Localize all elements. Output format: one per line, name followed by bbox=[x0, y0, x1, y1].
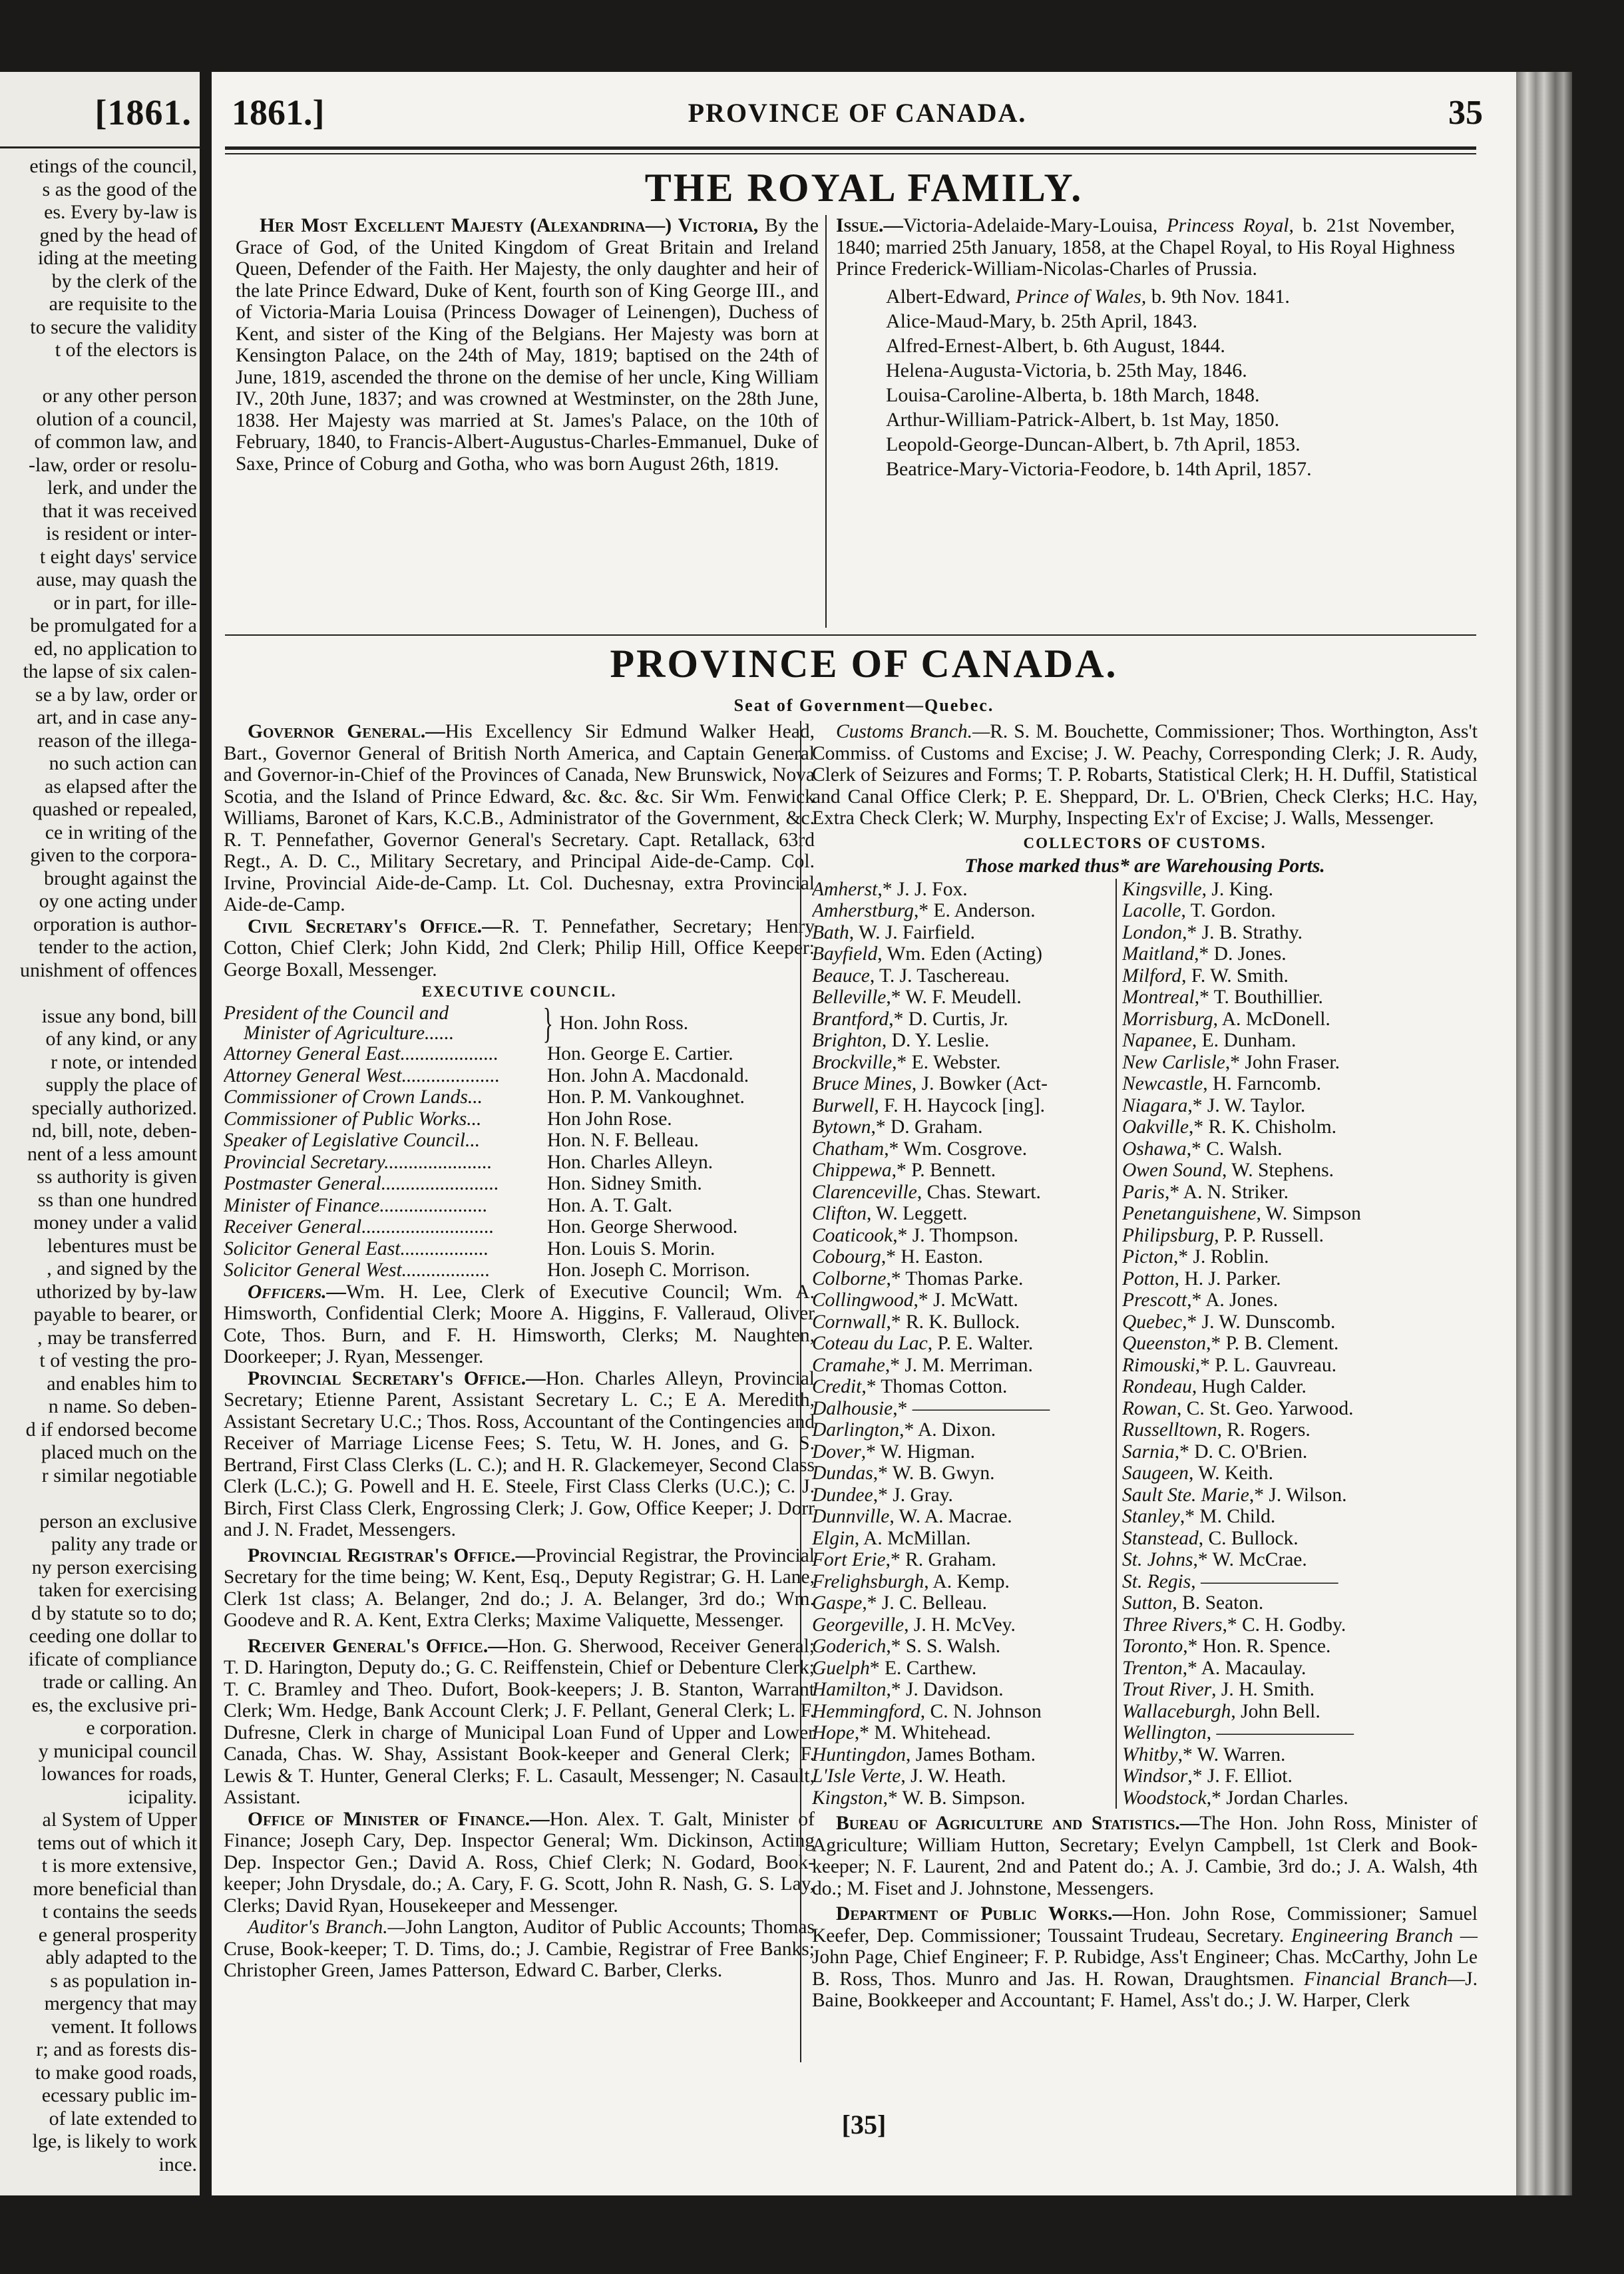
collectors-note: Those marked thus* are Warehousing Ports. bbox=[964, 855, 1325, 877]
civil-secretary-lead: Civil Secretary's Office.— bbox=[248, 915, 502, 937]
council-holder: Hon. P. M. Vankoughnet. bbox=[547, 1086, 745, 1108]
left-page-line: or in part, for ille- bbox=[53, 591, 197, 614]
left-page-line: ince. bbox=[158, 2153, 197, 2175]
left-page-line: lebentures must be bbox=[47, 1234, 197, 1257]
council-holder: Hon. Charles Alleyn. bbox=[547, 1151, 713, 1173]
registrar-text: Provincial Registrar, the Provincial Secretary for the time being; W. Kent, Esq., Deputy Registrar; G. H. Lane, Clerk 1st class; A. Belanger, 2nd do.; J. A. Belanger, 3rd do.; Wm. Goodeve and R. A. Kent, Extra Clerks; Maxime Valiquette, Messenger. bbox=[224, 1544, 815, 1631]
engineering-branch-text: John Page, Chief Engineer; F. P. Rubidge, Ass't Engineer; Chas. McCarthy, John Le B. Ross, Thos. Munro and Jas. H. Rowan, Draughtsmen. bbox=[812, 1946, 1478, 1990]
left-page-line: of late extended to bbox=[49, 2107, 197, 2130]
left-page-line: ecessary public im- bbox=[41, 2084, 197, 2106]
council-office: Speaker of Legislative Council... bbox=[224, 1130, 481, 1151]
collector-entry: Huntingdon, James Botham. bbox=[812, 1743, 1036, 1765]
council-row bbox=[224, 1216, 815, 1238]
collector-entry: St. Johns,* W. McCrae. bbox=[1122, 1549, 1307, 1570]
collector-entry: Chippewa,* P. Bennett. bbox=[812, 1160, 996, 1181]
issue-first-child: Victoria-Adelaide-Mary-Louisa, bbox=[903, 215, 1158, 236]
left-page-line: uthorized by by-law bbox=[36, 1280, 197, 1303]
collector-entry: Credit,* Thomas Cotton. bbox=[812, 1376, 1008, 1397]
customs-text: R. S. M. Bouchette, Commissioner; Thos. Worthington, Ass't Commiss. of Customs and Excise; J. W. Peachy, Corresponding Clerk; J. R. Audy, Clerk of Seizures and Forms; T. P. Robarts, Statistical Clerk; H. H. Duffil, Statistical and Canal Office Clerk; P. E. Sheppard, Dr. L. O'Brien, Check Clerks; H.C. Hay, Extra Check Clerk; W. Murphy, Inspecting Ex'r of Excise; J. Walls, Messenger. bbox=[812, 721, 1478, 829]
left-page-line: is resident or inter- bbox=[46, 523, 197, 545]
registrar-lead: Provincial Registrar's Office.— bbox=[248, 1544, 536, 1566]
left-page-line: nd, bill, note, deben- bbox=[31, 1120, 197, 1142]
left-page-line: es, the exclusive pri- bbox=[31, 1694, 197, 1716]
left-page-line: vement. It follows bbox=[51, 2015, 197, 2038]
province-heading: PROVINCE OF CANADA. bbox=[610, 642, 1118, 686]
collector-entry: Hope,* M. Whitehead. bbox=[812, 1722, 991, 1743]
left-page-line: t is more extensive, bbox=[41, 1855, 197, 1877]
left-page-line: art, and in case any- bbox=[37, 706, 197, 728]
left-page-line: al System of Upper bbox=[42, 1809, 197, 1831]
left-page-line: tender to the action, bbox=[38, 936, 197, 958]
page-edge bbox=[1516, 72, 1572, 2195]
left-page-line: es. Every by-law is bbox=[44, 201, 197, 223]
collector-entry: London,* J. B. Strathy. bbox=[1122, 921, 1303, 943]
collector-entry: Potton, H. J. Parker. bbox=[1122, 1267, 1281, 1289]
collectors-left-list bbox=[812, 879, 1117, 1809]
collector-entry: Brighton, D. Y. Leslie. bbox=[812, 1030, 990, 1051]
collector-entry: Gaspe,* J. C. Belleau. bbox=[812, 1592, 988, 1614]
council-holder: Hon. Sidney Smith. bbox=[547, 1173, 702, 1194]
collector-entry: Trout River, J. H. Smith. bbox=[1122, 1679, 1315, 1700]
royal-column-rule bbox=[825, 215, 827, 628]
council-office: Minister of Finance...................... bbox=[224, 1194, 488, 1216]
collector-entry: Hamilton,* J. Davidson. bbox=[812, 1679, 1004, 1700]
issue-detail: b. 21st November, 1840; married 25th January, 1858, at the Chapel Royal, to His Royal Highness Prince Frederick-William-Nicolas-Charles of Prussia. bbox=[836, 215, 1456, 280]
council-office: Commissioner of Crown Lands... bbox=[224, 1086, 483, 1108]
collector-entry: Paris,* A. N. Striker. bbox=[1122, 1181, 1289, 1203]
collector-entry: Clarenceville, Chas. Stewart. bbox=[812, 1181, 1041, 1203]
executive-council-list bbox=[224, 1043, 815, 1281]
collector-entry: L'Isle Verte, J. W. Heath. bbox=[812, 1765, 1006, 1787]
collector-entry: Georgeville, J. H. McVey. bbox=[812, 1614, 1016, 1636]
collector-entry: Dunnville, W. A. Macrae. bbox=[812, 1506, 1012, 1527]
left-column bbox=[224, 721, 815, 1982]
collector-entry: Amherst,* J. J. Fox. bbox=[812, 878, 968, 900]
page-number: 35 bbox=[1448, 94, 1483, 132]
child-entry: Alfred-Ernest-Albert, b. 6th August, 1844. bbox=[886, 334, 1225, 357]
collector-entry: Queenston,* P. B. Clement. bbox=[1122, 1333, 1339, 1354]
left-page-line: trade or calling. An bbox=[43, 1671, 197, 1693]
left-page-line: more beneficial than bbox=[33, 1877, 197, 1900]
collector-entry: Sutton, B. Seaton. bbox=[1122, 1592, 1264, 1614]
left-page-line: r similar negotiable bbox=[41, 1464, 197, 1486]
collector-entry: Saugeen, W. Keith. bbox=[1122, 1463, 1273, 1484]
left-page-line: d by statute so to do; bbox=[31, 1602, 197, 1624]
left-page-line bbox=[0, 1487, 197, 1510]
left-page-line: t eight days' service bbox=[39, 545, 197, 568]
left-page-line: or any other person bbox=[42, 385, 197, 407]
queen-entry bbox=[236, 215, 819, 475]
left-page-line: ause, may quash the bbox=[36, 568, 197, 590]
left-page-line: ce in writing of the bbox=[45, 821, 197, 843]
collector-entry: Dalhousie,* ——————— bbox=[812, 1397, 1050, 1419]
left-page-line: se a by law, order or bbox=[35, 683, 197, 706]
left-page-line: given to the corpora- bbox=[30, 844, 197, 866]
collector-entry: Hemmingford, C. N. Johnson bbox=[812, 1700, 1042, 1722]
left-page-line: t of vesting the pro- bbox=[39, 1349, 197, 1371]
left-page-line: to secure the validity bbox=[30, 316, 197, 338]
collector-entry: Whitby,* W. Warren. bbox=[1122, 1743, 1286, 1765]
header-year: 1861.] bbox=[232, 93, 325, 132]
left-page-line: to make good roads, bbox=[35, 2061, 197, 2084]
collector-entry: Cobourg,* H. Easton. bbox=[812, 1246, 984, 1267]
left-page-line: d if endorsed become bbox=[25, 1418, 197, 1441]
left-page-line: specially authorized. bbox=[31, 1096, 197, 1119]
collector-entry: Wallaceburgh, John Bell. bbox=[1122, 1700, 1320, 1722]
collector-entry: Bayfield, Wm. Eden (Acting) bbox=[812, 943, 1042, 965]
left-page-line: ss than one hundred bbox=[37, 1188, 197, 1211]
left-page-line: as elapsed after the bbox=[44, 775, 197, 797]
collectors-right-list bbox=[1117, 879, 1468, 1809]
collector-entry: Windsor,* J. F. Elliot. bbox=[1122, 1765, 1293, 1787]
left-page-rule bbox=[0, 146, 200, 148]
left-page-line: t of the electors is bbox=[55, 339, 197, 361]
collector-entry: Lacolle, T. Gordon. bbox=[1122, 900, 1276, 921]
collector-entry: Rimouski,* P. L. Gauvreau. bbox=[1122, 1354, 1336, 1376]
civil-secretary-text: R. T. Pennefather, Secretary; Henry Cotton, Chief Clerk; John Kidd, 2nd Clerk; Philip Hill, Office Keeper: George Boxall, Messenger. bbox=[224, 915, 815, 981]
receiver-general-text: Hon. G. Sherwood, Receiver General; T. D. Harington, Deputy do.; G. C. Reiffenstein, Chief or Debenture Clerk; T. C. Bramley and Theo. Dufort, Book-keepers; J. B. Stanton, Warrant Clerk; Wm. Hedge, Bank Account Clerk; J. F. Pellant, General Clerk; L. F. Dufresne, Clerk in charge of Municipal Loan Fund of Upper and Lower Canada, Chas. W. Shay, Assistant Book-keeper and General Clerk; F. Lewis & T. Hunter, General Clerks; F. L. Casault, Messenger; N. Casault, Assistant. bbox=[224, 1635, 815, 1808]
left-page-line: y municipal council bbox=[38, 1739, 197, 1762]
left-page-line: r note, or intended bbox=[51, 1050, 197, 1073]
council-holder: Hon. A. T. Galt. bbox=[547, 1194, 673, 1216]
collector-entry: Maitland,* D. Jones. bbox=[1122, 943, 1287, 965]
council-holder: Hon. George Sherwood. bbox=[547, 1216, 738, 1238]
left-page-line: be promulgated for a bbox=[30, 614, 197, 636]
president-office-line2: Minister of Agriculture...... bbox=[244, 1023, 455, 1044]
collector-entry: Quebec,* J. W. Dunscomb. bbox=[1122, 1311, 1336, 1333]
collector-entry: Clifton, W. Leggett. bbox=[812, 1203, 968, 1224]
left-page-line: ed, no application to bbox=[34, 637, 197, 660]
collector-entry: Kingsville, J. King. bbox=[1122, 878, 1273, 900]
section-rule bbox=[225, 634, 1476, 636]
collector-entry: Toronto,* Hon. R. Spence. bbox=[1122, 1636, 1331, 1657]
left-page-line: and enables him to bbox=[47, 1372, 197, 1395]
financial-branch-lead: Financial Branch— bbox=[1304, 1968, 1466, 1990]
collector-entry: Chatham,* Wm. Cosgrove. bbox=[812, 1138, 1028, 1160]
collector-entry: Russelltown, R. Rogers. bbox=[1122, 1419, 1311, 1441]
council-office: Solicitor General East.................. bbox=[224, 1238, 489, 1259]
queen-text: By the Grace of God, of the United Kingdom of Great Britain and Ireland Queen, Defender of the Faith. Her Majesty, the only daughter and heir of the late Prince Edward, Duke of Kent, fourth son of King George III., and of Victoria-Maria Louisa (Princess Dowager of Leinengen), Duchess of Kent, and sister of the King of the Belgians. Her Majesty was born at Kensington Palace, on the 24th of May, 1819; baptised on the 24th of June, 1819, ascended the throne on the demise of her uncle, King William IV., 20th June, 1837; and was crowned at Westminster, on the 28th June, 1838. Her Majesty was married at St. James's Palace, on the 10th of February, 1840, to Francis-Albert-Augustus-Charles-Emmanuel, Duke of Saxe, Prince of Coburg and Gotha, who was born August 26th, 1819. bbox=[236, 215, 819, 475]
collector-entry: Picton,* J. Roblin. bbox=[1122, 1246, 1269, 1267]
child-entry: Helena-Augusta-Victoria, b. 25th May, 1846. bbox=[886, 359, 1247, 381]
agriculture-lead: Bureau of Agriculture and Statistics.— bbox=[836, 1813, 1200, 1834]
page-folio: [35] bbox=[841, 2110, 887, 2140]
council-office: Attorney General West.................... bbox=[224, 1064, 501, 1086]
council-holder: Hon. John A. Macdonald. bbox=[547, 1064, 749, 1086]
issue-lead: Issue.— bbox=[836, 215, 903, 236]
brace-glyph: } bbox=[542, 999, 554, 1046]
finance-lead: Office of Minister of Finance.— bbox=[248, 1808, 550, 1830]
left-page-line: unishment of offences bbox=[19, 959, 197, 981]
child-entry: Alice-Maud-Mary, b. 25th April, 1843. bbox=[886, 310, 1197, 332]
council-row bbox=[224, 1086, 815, 1108]
header-rule bbox=[225, 146, 1476, 150]
collector-entry: Frelighsburgh, A. Kemp. bbox=[812, 1570, 1010, 1592]
public-works-lead: Department of Public Works.— bbox=[836, 1903, 1132, 1925]
council-office: Receiver General........................... bbox=[224, 1216, 495, 1238]
collector-entry: Elgin, A. McMillan. bbox=[812, 1527, 971, 1549]
left-page-line: , may be transferred bbox=[37, 1326, 197, 1349]
left-page-line bbox=[0, 362, 197, 385]
collector-entry: Oakville,* R. K. Chisholm. bbox=[1122, 1116, 1337, 1138]
collector-entry: Coaticook,* J. Thompson. bbox=[812, 1224, 1019, 1246]
collector-entry: Trenton,* A. Macaulay. bbox=[1122, 1657, 1307, 1679]
collector-entry: Sault Ste. Marie,* J. Wilson. bbox=[1122, 1484, 1347, 1506]
left-page-line: ceeding one dollar to bbox=[29, 1625, 197, 1647]
left-page-line: lowances for roads, bbox=[41, 1763, 197, 1785]
child-albert-edward: Albert-Edward, Prince of Wales, b. 9th Nov. 1841. bbox=[886, 285, 1290, 308]
left-page-line: brought against the bbox=[44, 867, 197, 889]
page bbox=[212, 72, 1516, 2195]
council-office: Solicitor General West.................. bbox=[224, 1259, 491, 1281]
governor-text: His Excellency Sir Edmund Walker Head, Bart., Governor General of British North America, and Captain General and Governor-in-Chief of the Provinces of Canada, New Brunswick, Nova Scotia, and the Island of Prince Edward, &c. &c. &c. Sir Wm. Fenwick Williams, Baronet of Kars, K.C.B., Administrator of the Government, &c. R. T. Pennefather, Governor General's Secretary. Capt. Retallack, 63rd Regt., A. D. C., Military Secretary, and Principal Aide-de-Camp. Col. Irvine, Provincial Aide-de-Camp. Lt. Col. Duchesnay, extra Provincial Aide-de-Camp. bbox=[224, 721, 815, 915]
left-page-year: [1861. bbox=[95, 93, 192, 132]
president-holder: Hon. John Ross. bbox=[559, 1012, 689, 1034]
collector-entry: Morrisburg, A. McDonell. bbox=[1122, 1008, 1330, 1030]
collector-entry: Niagara,* J. W. Taylor. bbox=[1122, 1094, 1306, 1116]
left-page-line: lge, is likely to work bbox=[32, 2130, 197, 2152]
collector-entry: St. Regis, ——————— bbox=[1122, 1570, 1338, 1592]
left-page-line: person an exclusive bbox=[39, 1510, 197, 1532]
council-row bbox=[224, 1173, 815, 1195]
left-page-line: ificate of compliance bbox=[28, 1648, 197, 1670]
collector-entry: Oshawa,* C. Walsh. bbox=[1122, 1138, 1283, 1160]
collector-entry: Kingston,* W. B. Simpson. bbox=[812, 1787, 1026, 1809]
left-page-line: iding at the meeting bbox=[37, 247, 197, 269]
collector-entry: Coteau du Lac, P. E. Walter. bbox=[812, 1333, 1034, 1354]
collector-entry: Goderich,* S. S. Walsh. bbox=[812, 1636, 1001, 1657]
seat-of-government: Seat of Government—Quebec. bbox=[733, 696, 994, 715]
left-page-line: by the clerk of the bbox=[51, 270, 197, 292]
left-page-line: mergency that may bbox=[44, 1992, 197, 2014]
collector-entry: Burwell, F. H. Haycock [ing]. bbox=[812, 1094, 1045, 1116]
left-page-line: tems out of which it bbox=[37, 1831, 197, 1854]
left-page-line: issue any bond, bill bbox=[41, 1005, 197, 1027]
collector-entry: Cornwall,* R. K. Bullock. bbox=[812, 1311, 1020, 1333]
collector-entry: Belleville,* W. F. Meudell. bbox=[812, 987, 1022, 1008]
council-row bbox=[224, 1065, 815, 1087]
collector-entry: Collingwood,* J. McWatt. bbox=[812, 1289, 1018, 1311]
left-page-line: -law, order or resolu- bbox=[29, 453, 197, 476]
left-page-text bbox=[0, 155, 197, 2176]
collector-entry: Three Rivers,* C. H. Godby. bbox=[1122, 1614, 1346, 1636]
council-row-president bbox=[224, 999, 815, 1046]
left-page-line: oy one acting under bbox=[39, 890, 197, 912]
collector-entry: Sarnia,* D. C. O'Brien. bbox=[1122, 1441, 1308, 1463]
issue-title: Princess Royal, bbox=[1166, 215, 1294, 236]
collector-entry: Darlington,* A. Dixon. bbox=[812, 1419, 996, 1441]
collector-entry: Wellington, ——————— bbox=[1122, 1722, 1354, 1743]
collector-entry: Philipsburg, P. P. Russell. bbox=[1122, 1224, 1324, 1246]
collector-entry: Brantford,* D. Curtis, Jr. bbox=[812, 1008, 1008, 1030]
council-office: Provincial Secretary...................... bbox=[224, 1151, 493, 1173]
collector-entry: Montreal,* T. Bouthillier. bbox=[1122, 987, 1323, 1008]
provincial-secretary-text: Hon. Charles Alleyn, Provincial Secretary; Etienne Parent, Assistant Secretary L. C.; E A. Meredith, Assistant Secretary U.C.; Thos. Ross, Accountant of the Contingencies and Receiver of Marriage License Fees; S. Tetu, W. H. Jones, and G. S. Bertrand, First Class Clerks (L. C.); and H. R. Glackemeyer, Second Class Clerk (L.C.); G. Powell and H. E. Steele, First Class Clerks (U.C.); C. J. Birch, First Class Clerk, Engrossing Clerk; J. Gow, Office Keeper; J. Dorr and J. N. Fradet, Messengers. bbox=[224, 1367, 815, 1540]
council-row bbox=[224, 1108, 815, 1130]
officers-lead: Officers.— bbox=[248, 1281, 347, 1303]
council-holder: Hon. Joseph C. Morrison. bbox=[547, 1259, 750, 1281]
header-title: PROVINCE OF CANADA. bbox=[688, 98, 1027, 128]
left-page-line: reason of the illega- bbox=[37, 729, 197, 752]
collector-entry: Bath, W. J. Fairfield. bbox=[812, 921, 976, 943]
collector-entry: Penetanguishene, W. Simpson bbox=[1122, 1203, 1361, 1224]
left-page-line: taken for exercising bbox=[38, 1579, 197, 1601]
left-page-line: the lapse of six calen- bbox=[23, 660, 197, 682]
collector-entry: Cramahe,* J. M. Merriman. bbox=[812, 1354, 1033, 1376]
collector-entry: Prescott,* A. Jones. bbox=[1122, 1289, 1279, 1311]
council-office: Commissioner of Public Works... bbox=[224, 1108, 482, 1130]
council-row bbox=[224, 1130, 815, 1152]
collector-entry: Amherstburg,* E. Anderson. bbox=[812, 900, 1036, 921]
receiver-general-lead: Receiver General's Office.— bbox=[248, 1635, 508, 1657]
collector-entry: Stanley,* M. Child. bbox=[1122, 1506, 1276, 1527]
child-entry: Beatrice-Mary-Victoria-Feodore, b. 14th April, 1857. bbox=[886, 457, 1312, 480]
collector-entry: Newcastle, H. Farncomb. bbox=[1122, 1073, 1322, 1094]
council-holder: Hon. Louis S. Morin. bbox=[547, 1238, 715, 1259]
left-page-line: of common law, and bbox=[34, 431, 197, 453]
collector-entry: Rondeau, Hugh Calder. bbox=[1122, 1376, 1307, 1397]
royal-family-heading: THE ROYAL FAMILY. bbox=[644, 166, 1084, 210]
provincial-secretary-lead: Provincial Secretary's Office.— bbox=[248, 1367, 546, 1389]
collector-entry: Dundee,* J. Gray. bbox=[812, 1484, 953, 1506]
left-page-line: are requisite to the bbox=[49, 293, 197, 315]
collector-entry: Beauce, T. J. Taschereau. bbox=[812, 965, 1010, 987]
left-page-line: n name. So deben- bbox=[48, 1395, 197, 1417]
council-office: Attorney General East.................... bbox=[224, 1043, 499, 1064]
left-page-line bbox=[0, 982, 197, 1005]
executive-council-heading: EXECUTIVE COUNCIL. bbox=[421, 983, 617, 1000]
header-rule-thin bbox=[225, 153, 1476, 154]
left-page-line: nent of a less amount bbox=[27, 1142, 197, 1165]
officers-text: Wm. H. Lee, Clerk of Executive Council; Wm. A. Himsworth, Confidential Clerk; Moore A. Higgins, F. Valleraud, Oliver Cote, Thos. Burn, and F. H. Himsworth, Clerks; M. Naughten, Doorkeeper; J. Ryan, Messenger. bbox=[224, 1281, 815, 1367]
council-row bbox=[224, 1195, 815, 1217]
left-page-line: ably adapted to the bbox=[45, 1946, 197, 1968]
council-row bbox=[224, 1238, 815, 1260]
auditor-text: John Langton, Auditor of Public Accounts; Thomas Cruse, Book-keeper; T. D. Tims, do.; J. Cambie, Registrar of Free Banks; Christopher Green, James Patterson, Edward C. Barber, Clerks. bbox=[224, 1917, 815, 1981]
collector-entry: Colborne,* Thomas Parke. bbox=[812, 1267, 1024, 1289]
left-page-line: s as the good of the bbox=[42, 178, 197, 200]
customs-lead: Customs Branch.— bbox=[836, 721, 990, 742]
left-page-line: lerk, and under the bbox=[47, 477, 197, 499]
right-column bbox=[812, 721, 1478, 2012]
left-page-line: no such action can bbox=[49, 752, 197, 774]
left-page-line: quashed or repealed, bbox=[32, 798, 197, 820]
council-holder: Hon John Rose. bbox=[547, 1108, 672, 1130]
left-page-line: payable to bearer, or bbox=[33, 1303, 197, 1325]
left-page-line: of any kind, or any bbox=[45, 1028, 197, 1050]
child-entry: Louisa-Caroline-Alberta, b. 18th March, 1848. bbox=[886, 383, 1260, 406]
collector-entry: Milford, F. W. Smith. bbox=[1122, 965, 1289, 987]
public-works-text: Hon. John Rose, Commissioner; Samuel Keefer, Dep. Commissioner; Toussaint Trudeau, Secretary. bbox=[812, 1903, 1478, 1946]
left-page-line: icipality. bbox=[128, 1785, 197, 1808]
left-page-line: t contains the seeds bbox=[42, 1901, 197, 1923]
left-page-line: placed much on the bbox=[41, 1441, 197, 1463]
council-holder: Hon. N. F. Belleau. bbox=[547, 1130, 699, 1151]
collector-entry: Owen Sound, W. Stephens. bbox=[1122, 1160, 1334, 1181]
left-page-line: e corporation. bbox=[86, 1717, 197, 1739]
left-facing-page bbox=[0, 72, 200, 2195]
left-page-line: etings of the council, bbox=[29, 155, 197, 177]
collector-entry: Guelph* E. Carthew. bbox=[812, 1657, 977, 1679]
council-row bbox=[224, 1152, 815, 1174]
left-page-line: pality any trade or bbox=[51, 1533, 197, 1555]
collector-entry: Napanee, E. Dunham. bbox=[1122, 1030, 1297, 1051]
collector-entry: Bytown,* D. Graham. bbox=[812, 1116, 983, 1138]
left-page-line: r; and as forests dis- bbox=[36, 2038, 197, 2060]
child-entry: Leopold-George-Duncan-Albert, b. 7th April, 1853. bbox=[886, 433, 1301, 455]
collector-entry: Fort Erie,* R. Graham. bbox=[812, 1549, 996, 1570]
left-page-line: ss authority is given bbox=[37, 1166, 197, 1188]
president-office-line1: President of the Council and bbox=[224, 1003, 449, 1024]
left-page-line: s as population in- bbox=[50, 1969, 197, 1992]
collector-entry: Dover,* W. Higman. bbox=[812, 1441, 976, 1463]
collectors-heading: COLLECTORS OF CUSTOMS. bbox=[1023, 834, 1267, 851]
collector-entry: Stanstead, C. Bullock. bbox=[1122, 1527, 1299, 1549]
collector-entry: Dundas,* W. B. Gwyn. bbox=[812, 1463, 995, 1484]
auditor-lead: Auditor's Branch.— bbox=[248, 1917, 405, 1938]
issue-entry bbox=[836, 215, 1455, 481]
running-head bbox=[232, 92, 1483, 138]
left-page-line: olution of a council, bbox=[36, 407, 197, 430]
council-row bbox=[224, 1259, 815, 1281]
left-page-line: that it was received bbox=[42, 499, 197, 522]
column-rule bbox=[800, 721, 801, 2062]
collector-entry: Rowan, C. St. Geo. Yarwood. bbox=[1122, 1397, 1354, 1419]
council-office: Postmaster General........................ bbox=[224, 1173, 499, 1194]
council-holder: Hon. George E. Cartier. bbox=[547, 1043, 733, 1064]
collector-entry: Bruce Mines, J. Bowker (Act- bbox=[812, 1073, 1048, 1094]
child-entry: Arthur-William-Patrick-Albert, b. 1st May, 1850. bbox=[886, 408, 1280, 431]
financial-branch-text: J. Baine, Bookkeeper and Accountant; F. Hamel, Ass't do.; J. W. Harper, Clerk bbox=[812, 1968, 1478, 2011]
left-page-line: supply the place of bbox=[45, 1074, 197, 1096]
engineering-branch-lead: Engineering Branch — bbox=[1291, 1925, 1478, 1946]
left-page-line: e general prosperity bbox=[38, 1923, 197, 1946]
left-page-line: , and signed by the bbox=[47, 1257, 197, 1279]
collector-entry: Brockville,* E. Webster. bbox=[812, 1051, 1001, 1073]
finance-text: Hon. Alex. T. Galt, Minister of Finance; Joseph Cary, Dep. Inspector General; Wm. Dickinson, Acting Dep. Inspector Gen.; David A. Ross, Chief Clerk; N. Godard, Book-keeper; John Drysdale, do.; A. Cary, F. G. Scott, John R. Nash, G. S. Lay, Clerks; David Ryan, Housekeeper and Messenger. bbox=[224, 1808, 815, 1917]
collector-entry: Woodstock,* Jordan Charles. bbox=[1122, 1787, 1348, 1809]
left-page-line: gned by the head of bbox=[39, 224, 197, 246]
council-row bbox=[224, 1043, 815, 1065]
agriculture-text: The Hon. John Ross, Minister of Agriculture; William Hutton, Secretary; Evelyn Campbell, 1st Clerk and Book-keeper; N. F. Laurent, 2nd and Patent do.; A. J. Cambie, 3rd do.; J. A. Walsh, 4th do.; M. Fiset and J. Johnstone, Messengers. bbox=[812, 1813, 1478, 1899]
governor-lead: Governor General.— bbox=[248, 721, 445, 742]
left-page-line: orporation is author- bbox=[33, 913, 197, 935]
left-page-line: money under a valid bbox=[33, 1212, 197, 1234]
queen-lead: Her Most Excellent Majesty (Alexandrina—) Victoria, bbox=[260, 215, 759, 236]
collector-entry: New Carlisle,* John Fraser. bbox=[1122, 1051, 1340, 1073]
left-page-line: ny person exercising bbox=[31, 1556, 197, 1578]
